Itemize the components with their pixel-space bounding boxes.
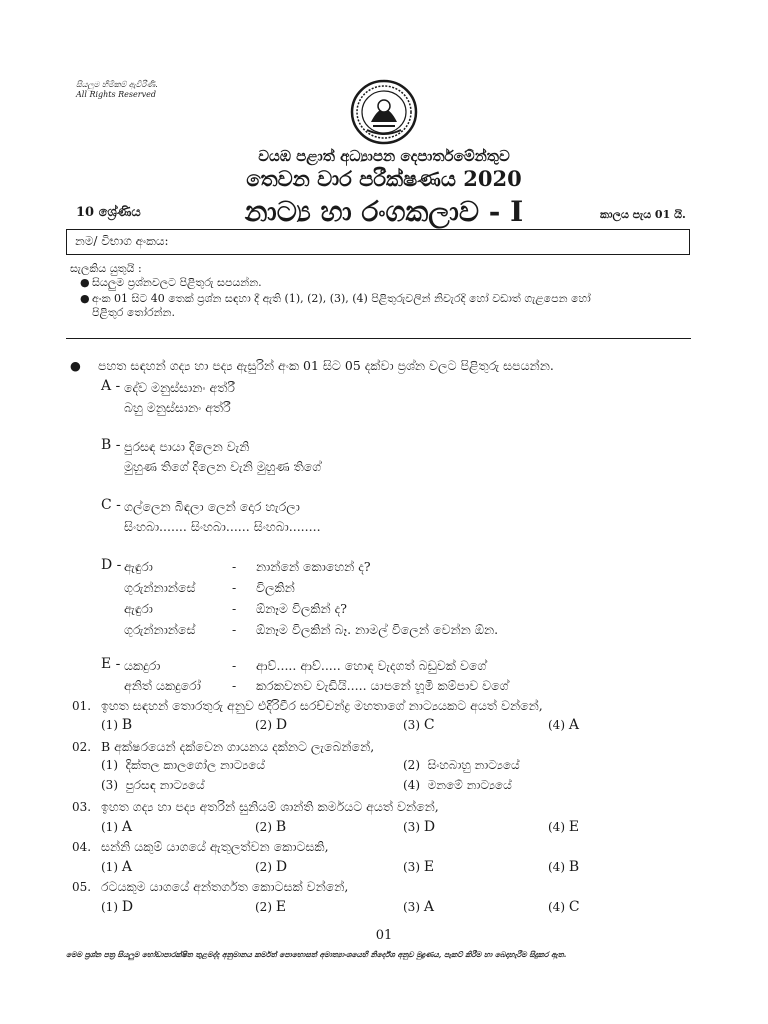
dialogue-dash: - (232, 559, 237, 574)
section-lead: පහත සඳහන් ගද්‍ය හා පද්‍ය ඇසුරින් අංක 01 සිට 05 දක්වා ප්‍රශ්න වලට පිළිතුරු සපයන්න. (98, 358, 554, 373)
dialogue-line: විලකින් (256, 580, 295, 595)
provincial-emblem-icon (349, 78, 419, 146)
copyright-sinhala: සියලුම හිමිකම් ඇවිරිණි. (76, 80, 158, 89)
dialogue-line: ඕනෑම විලකින් ද? (256, 601, 347, 616)
dialogue-dash: - (232, 580, 237, 595)
answer-option[interactable]: (2) B (255, 819, 287, 835)
answer-option[interactable]: (1) A (101, 859, 132, 875)
answer-option[interactable]: (1) B (101, 717, 133, 733)
question-text: ඉහත ගද්‍ය හා පද්‍ය අතරින් සුනියම් ශාන්ති කර්මයට අයත් වන්නේ, (101, 799, 439, 814)
answer-option[interactable]: (3) E (403, 859, 435, 875)
instruction-item: ● සියලුම ප්‍රශ්නවලට පිළිතුරු සපයන්න. (80, 276, 262, 289)
dialogue-line: ආව්..... ආව්..... හොඳ වැදගත් බඩුවක් වගේ (256, 658, 487, 673)
divider (66, 338, 691, 339)
answer-option[interactable]: (3) A (403, 899, 434, 915)
passage-b-line: පුරසඳ පායා දිලෙන වැනි (124, 439, 250, 454)
dialogue-speaker: අනිත් යකදුරෝ (124, 678, 201, 693)
passage-b-line: මුහුණ තිගේ දිලෙන වැනි මුහුණ තිගේ (124, 459, 322, 474)
passage-c-line: සිංහබා....... සිංහබා...... සිංහබා........ (124, 519, 321, 534)
passage-b-letter: B - (101, 437, 121, 453)
passage-c-letter: C - (101, 497, 121, 513)
question-number: 02. (72, 740, 92, 754)
answer-option[interactable]: (4) C (548, 899, 580, 915)
question-number: 05. (72, 880, 92, 894)
dialogue-speaker: ගුරුන්නාන්සේ (124, 622, 196, 637)
passage-a-line: දේව මනුස්සානං අත්රී (124, 380, 235, 395)
question-number: 04. (72, 840, 92, 854)
answer-option[interactable]: (3) C (403, 717, 435, 733)
question-text: සන්නි යකුම් යාගයේ ඇතුලත්වන කොටසකි, (101, 839, 329, 854)
subject-title: නාට්‍ය හා රංගකලාව - I (244, 195, 524, 228)
dialogue-dash: - (232, 601, 237, 616)
name-index-box[interactable] (66, 229, 690, 255)
dialogue-dash: - (232, 678, 237, 693)
answer-option[interactable]: (1) දික්තල කාලගෝල නාට්‍යයේ (101, 758, 266, 772)
passage-a-line: බහු මනුස්සානං අත්රී (124, 400, 231, 415)
time-allowed: කාලය පැය 01 යි. (600, 208, 686, 221)
instructions-title: සැලකිය යුතුයි : (70, 262, 142, 275)
instruction-item: ● අංක 01 සිට 40 තෙක් ප්‍රශ්න සඳහා දී ඇති (1), (2), (3), (4) පිළිතුරුවලින් නිවැරදි හෝ වඩාත් ගැළපෙන හෝ (80, 292, 591, 305)
copyright-english: All Rights Reserved (76, 90, 156, 99)
passage-c-line: ගල්ලෙන බිඳලා ලෙන් දොර හැරලා (124, 499, 300, 514)
question-number: 03. (72, 800, 92, 814)
copyright-notice (76, 80, 158, 100)
page-number: 01 (375, 928, 393, 943)
name-index-label: නම/ විභාග අංකය: (75, 234, 169, 248)
passage-a-letter: A - (101, 378, 121, 394)
grade-label: 10 ශ්‍රේණිය (76, 205, 141, 220)
answer-option[interactable]: (2) D (255, 717, 288, 733)
section-bullet: ● (70, 358, 81, 373)
answer-option[interactable]: (2) E (255, 899, 287, 915)
answer-option[interactable]: (3) D (403, 819, 436, 835)
passage-d-letter: D - (101, 557, 122, 573)
instruction-item-continued: පිළිතුර තෝරන්න. (92, 306, 175, 319)
dialogue-speaker: ඇඳුරා (124, 559, 153, 574)
dialogue-dash: - (232, 658, 237, 673)
dialogue-dash: - (232, 622, 237, 637)
dialogue-speaker: ගුරුන්නාන්සේ (124, 580, 196, 595)
dialogue-line: ඕනෑම විලකින් බෑ. නාමල් විලෙන් වෙන්න ඕන. (256, 622, 499, 637)
passage-e-letter: E - (101, 656, 121, 672)
answer-option[interactable]: (3) පුරසඳ නාට්‍යයේ (101, 778, 205, 792)
answer-option[interactable]: (2) සිංහබාහු නාට්‍යයේ (403, 758, 520, 772)
question-number: 01. (72, 699, 92, 713)
answer-option[interactable]: (4) මනමේ නාට්‍යයේ (403, 778, 512, 792)
answer-option[interactable]: (4) A (548, 717, 579, 733)
question-text: ඉහත සඳහන් තොරතුරු අනුව එදිරිවීර සරච්චන්ද්‍ර මහතාගේ නාට්‍යයකට අයත් වන්නේ, (101, 698, 543, 713)
term-title: තෙවන වාර පරීක්ෂණය 2020 (246, 166, 522, 191)
dialogue-line: නාන්නේ කොහෙන් ද? (256, 559, 371, 574)
department-title: වයඹ පළාත් අධ්‍යාපන දෙපාර්තමේන්තුව (258, 147, 510, 165)
question-text: රටයකුම යාගයේ අන්තර්ගත කොටසක් වන්නේ, (101, 879, 349, 894)
footer-note: මෙම ප්‍රශ්න පත්‍ර සියලුම හෝඩාපාරක්ෂිත තුළමද්ද අනුමානය කර්මත් පොහොසත් අමාත්‍යාංශයෙහි නිර්දේශ අනුව මුද්‍රණය, පැකට් කිරීම හා බෙදාහැරීම සිදුකර ඇත. (66, 950, 567, 959)
answer-option[interactable]: (1) A (101, 819, 132, 835)
dialogue-speaker: යකදුරා (124, 658, 161, 673)
answer-option[interactable]: (4) B (548, 859, 580, 875)
answer-option[interactable]: (4) E (548, 819, 580, 835)
dialogue-speaker: ඇඳුරා (124, 601, 153, 616)
answer-option[interactable]: (2) D (255, 859, 288, 875)
answer-option[interactable]: (1) D (101, 899, 134, 915)
dialogue-line: කරකවනව වැඩියි..... යාපනේ හූමි කම්පාව වගේ (256, 678, 509, 693)
question-text: B අක්ෂරයෙන් දක්වෙන ගායනය දක්නට ලැබෙන්නේ, (101, 739, 375, 754)
